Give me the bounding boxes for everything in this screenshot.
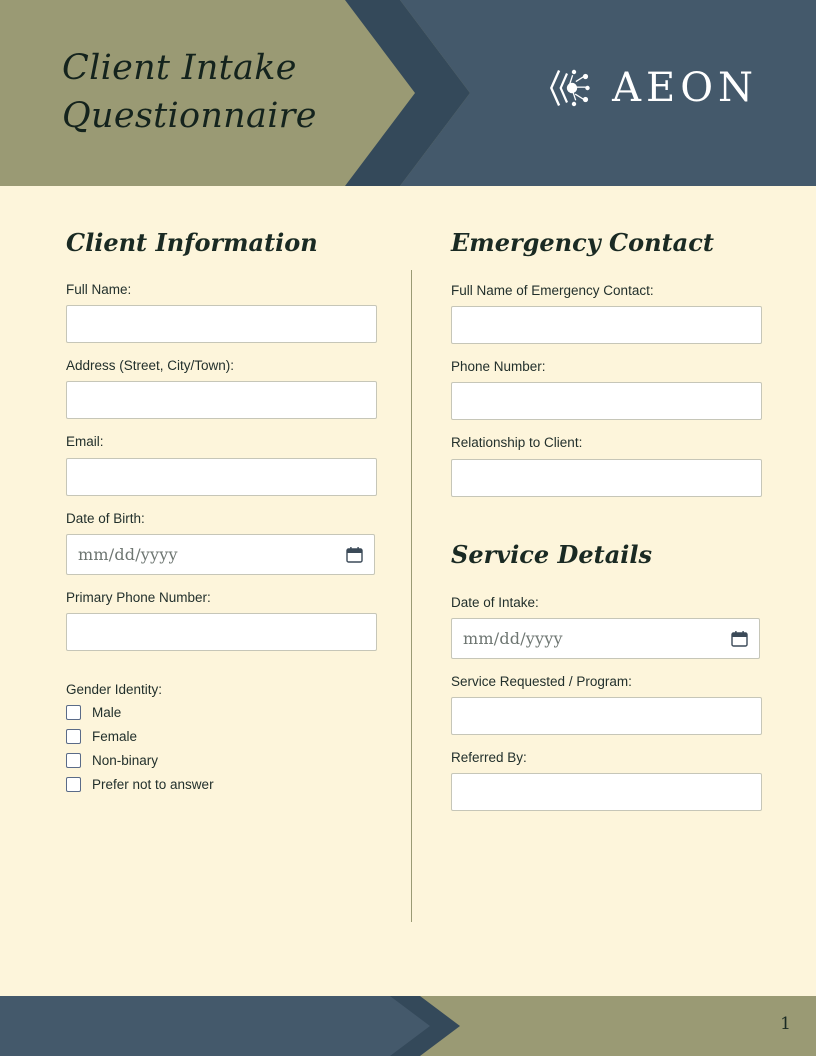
input-email[interactable] bbox=[66, 458, 377, 496]
section-title-service-details: Service Details bbox=[451, 539, 653, 569]
field-label-referred-by: Referred By: bbox=[451, 749, 527, 765]
field-label-email: Email: bbox=[66, 434, 104, 450]
field-primary-phone bbox=[66, 590, 381, 651]
input-emergency-phone[interactable] bbox=[451, 382, 762, 420]
field-label-gender-identity: Gender Identity: bbox=[66, 681, 163, 697]
field-full-name bbox=[66, 282, 381, 343]
field-gender-identity bbox=[66, 682, 381, 792]
field-address bbox=[66, 358, 381, 419]
section-title-emergency-contact: Emergency Contact bbox=[451, 228, 714, 257]
input-full-name[interactable] bbox=[66, 305, 377, 343]
checkbox-label-prefer-not-to-answer: Prefer not to answer bbox=[92, 776, 214, 792]
page-footer bbox=[0, 996, 816, 1056]
field-relationship-to-client bbox=[451, 435, 766, 496]
field-referred-by bbox=[451, 750, 766, 811]
input-relationship-to-client[interactable] bbox=[451, 459, 762, 497]
field-label-emergency-phone: Phone Number: bbox=[451, 359, 546, 375]
form-content bbox=[0, 186, 816, 996]
input-date-of-birth[interactable] bbox=[66, 534, 375, 575]
checkbox-label-female: Female bbox=[92, 728, 138, 744]
page-title-line-2: Questionnaire bbox=[62, 96, 317, 136]
calendar-icon[interactable] bbox=[346, 546, 363, 563]
checkbox-icon-non-binary[interactable] bbox=[66, 753, 81, 768]
field-date-of-birth bbox=[66, 511, 381, 575]
checkbox-icon-male[interactable] bbox=[66, 705, 81, 720]
checkbox-option-male[interactable] bbox=[66, 705, 381, 720]
field-label-relationship-to-client: Relationship to Client: bbox=[451, 435, 583, 451]
input-address[interactable] bbox=[66, 381, 377, 419]
field-email bbox=[66, 434, 381, 495]
input-service-requested[interactable] bbox=[451, 697, 762, 735]
field-label-date-of-intake: Date of Intake: bbox=[451, 594, 539, 610]
field-label-emergency-full-name: Full Name of Emergency Contact: bbox=[451, 283, 654, 298]
field-label-primary-phone: Primary Phone Number: bbox=[66, 589, 211, 605]
page-title-line-1: Client Intake bbox=[62, 48, 297, 88]
checkbox-option-prefer-not-to-answer[interactable] bbox=[66, 777, 381, 792]
checkbox-option-female[interactable] bbox=[66, 729, 381, 744]
page-title bbox=[62, 44, 402, 140]
checkbox-label-non-binary: Non-binary bbox=[92, 752, 159, 768]
emergency-and-service-column bbox=[451, 186, 766, 826]
field-label-address: Address (Street, City/Town): bbox=[66, 358, 235, 374]
brand-name: AEON bbox=[612, 65, 758, 111]
input-primary-phone[interactable] bbox=[66, 613, 377, 651]
field-emergency-full-name bbox=[451, 283, 766, 344]
date-of-intake-placeholder: mm/dd/yyyy bbox=[463, 628, 563, 648]
section-title-client-information: Client Information bbox=[66, 228, 318, 257]
field-emergency-phone bbox=[451, 359, 766, 420]
column-divider bbox=[411, 270, 412, 922]
page-number: 1 bbox=[780, 1014, 791, 1034]
footer-slate-shape bbox=[0, 996, 470, 1056]
input-referred-by[interactable] bbox=[451, 773, 762, 811]
aeon-network-logo-icon bbox=[546, 62, 598, 114]
brand-lockup bbox=[546, 62, 758, 114]
checkbox-option-non-binary[interactable] bbox=[66, 753, 381, 768]
checkbox-label-male: Male bbox=[92, 704, 122, 720]
gender-checkbox-group bbox=[66, 705, 381, 792]
field-date-of-intake bbox=[451, 595, 766, 659]
checkbox-icon-female[interactable] bbox=[66, 729, 81, 744]
calendar-icon[interactable] bbox=[731, 630, 748, 647]
date-of-birth-placeholder: mm/dd/yyyy bbox=[78, 544, 178, 564]
page-header bbox=[0, 0, 816, 186]
input-emergency-full-name[interactable] bbox=[451, 306, 762, 344]
field-service-requested bbox=[451, 674, 766, 735]
checkbox-icon-prefer-not-to-answer[interactable] bbox=[66, 777, 81, 792]
client-information-column bbox=[66, 186, 381, 801]
field-label-service-requested: Service Requested / Program: bbox=[451, 673, 632, 689]
input-date-of-intake[interactable] bbox=[451, 618, 760, 659]
field-label-full-name: Full Name: bbox=[66, 282, 132, 297]
field-label-date-of-birth: Date of Birth: bbox=[66, 510, 145, 526]
